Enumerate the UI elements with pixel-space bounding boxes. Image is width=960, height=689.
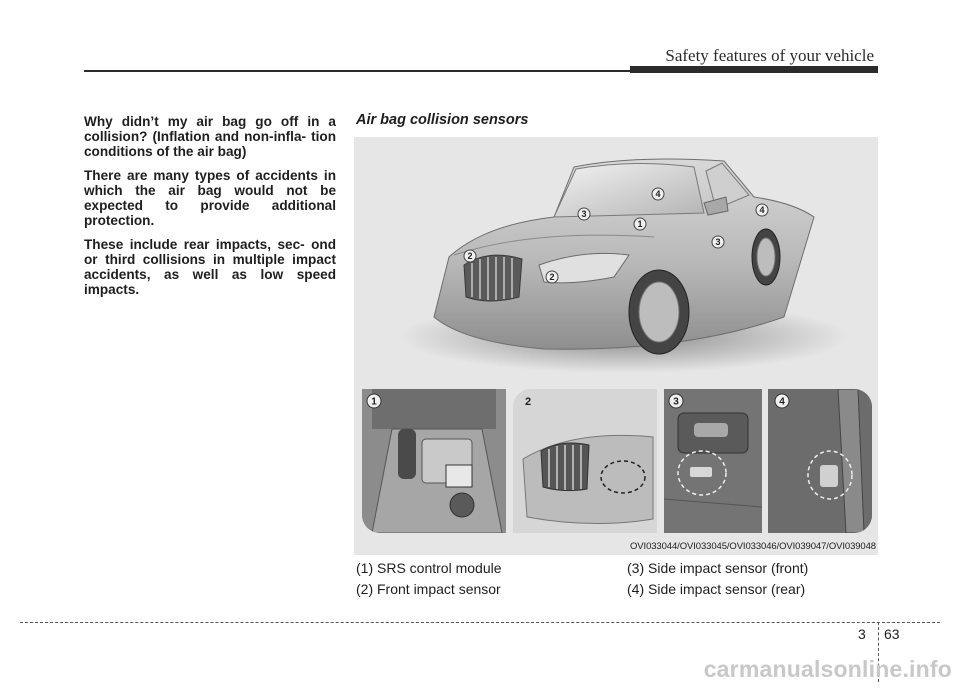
inset-front-sensor: [513, 389, 657, 533]
inset-side-sensor-front: [664, 389, 762, 533]
page-number: 63: [884, 626, 900, 642]
caption-srs-module: (1) SRS control module: [356, 560, 502, 576]
caption-front-sensor: (2) Front impact sensor: [356, 581, 501, 597]
callout-2b: 2: [549, 272, 555, 282]
caption-side-sensor-front: (3) Side impact sensor (front): [627, 560, 809, 576]
inset-1-number: 1: [371, 396, 377, 408]
inset-2-number: 2: [525, 396, 532, 408]
chapter-number: 3: [858, 626, 866, 642]
inset-srs-module: [362, 389, 506, 533]
footer-divider: [20, 622, 940, 623]
inset-3-number: 3: [673, 396, 679, 408]
left-column: [84, 114, 336, 306]
watermark: carmanualsonline.info: [703, 656, 952, 682]
running-header: Safety features of your vehicle: [665, 46, 874, 65]
caption-side-sensor-rear: (4) Side impact sensor (rear): [627, 581, 806, 597]
callout-4a: 4: [655, 189, 661, 199]
callout-4b: 4: [759, 205, 765, 215]
inset-side-sensor-rear: [768, 389, 872, 533]
examples-paragraph: These include rear impacts, sec- ond or third collisions in multiple impact accidents, as well as low speed impacts.: [84, 237, 336, 297]
car-illustration: [354, 137, 878, 387]
question-paragraph: Why didn’t my air bag go off in a collision? (Inflation and non-infla- tion conditions of the air bag): [84, 114, 336, 159]
inset-4-number: 4: [779, 396, 785, 408]
sensor-figure: [354, 137, 878, 555]
callout-3a: 3: [581, 209, 587, 219]
callout-2a: 2: [467, 251, 473, 261]
answer-paragraph: There are many types of accidents in which the air bag would not be expected to provide additional protection.: [84, 168, 336, 228]
callout-1: 1: [637, 219, 643, 229]
header-rule-thick: [630, 66, 878, 73]
figure-code: OVI033044/OVI033045/OVI033046/OVI039047/OVI039048: [630, 541, 876, 552]
header-rule-thin: [84, 70, 632, 72]
section-title: Air bag collision sensors: [356, 112, 529, 128]
callout-3b: 3: [715, 237, 721, 247]
